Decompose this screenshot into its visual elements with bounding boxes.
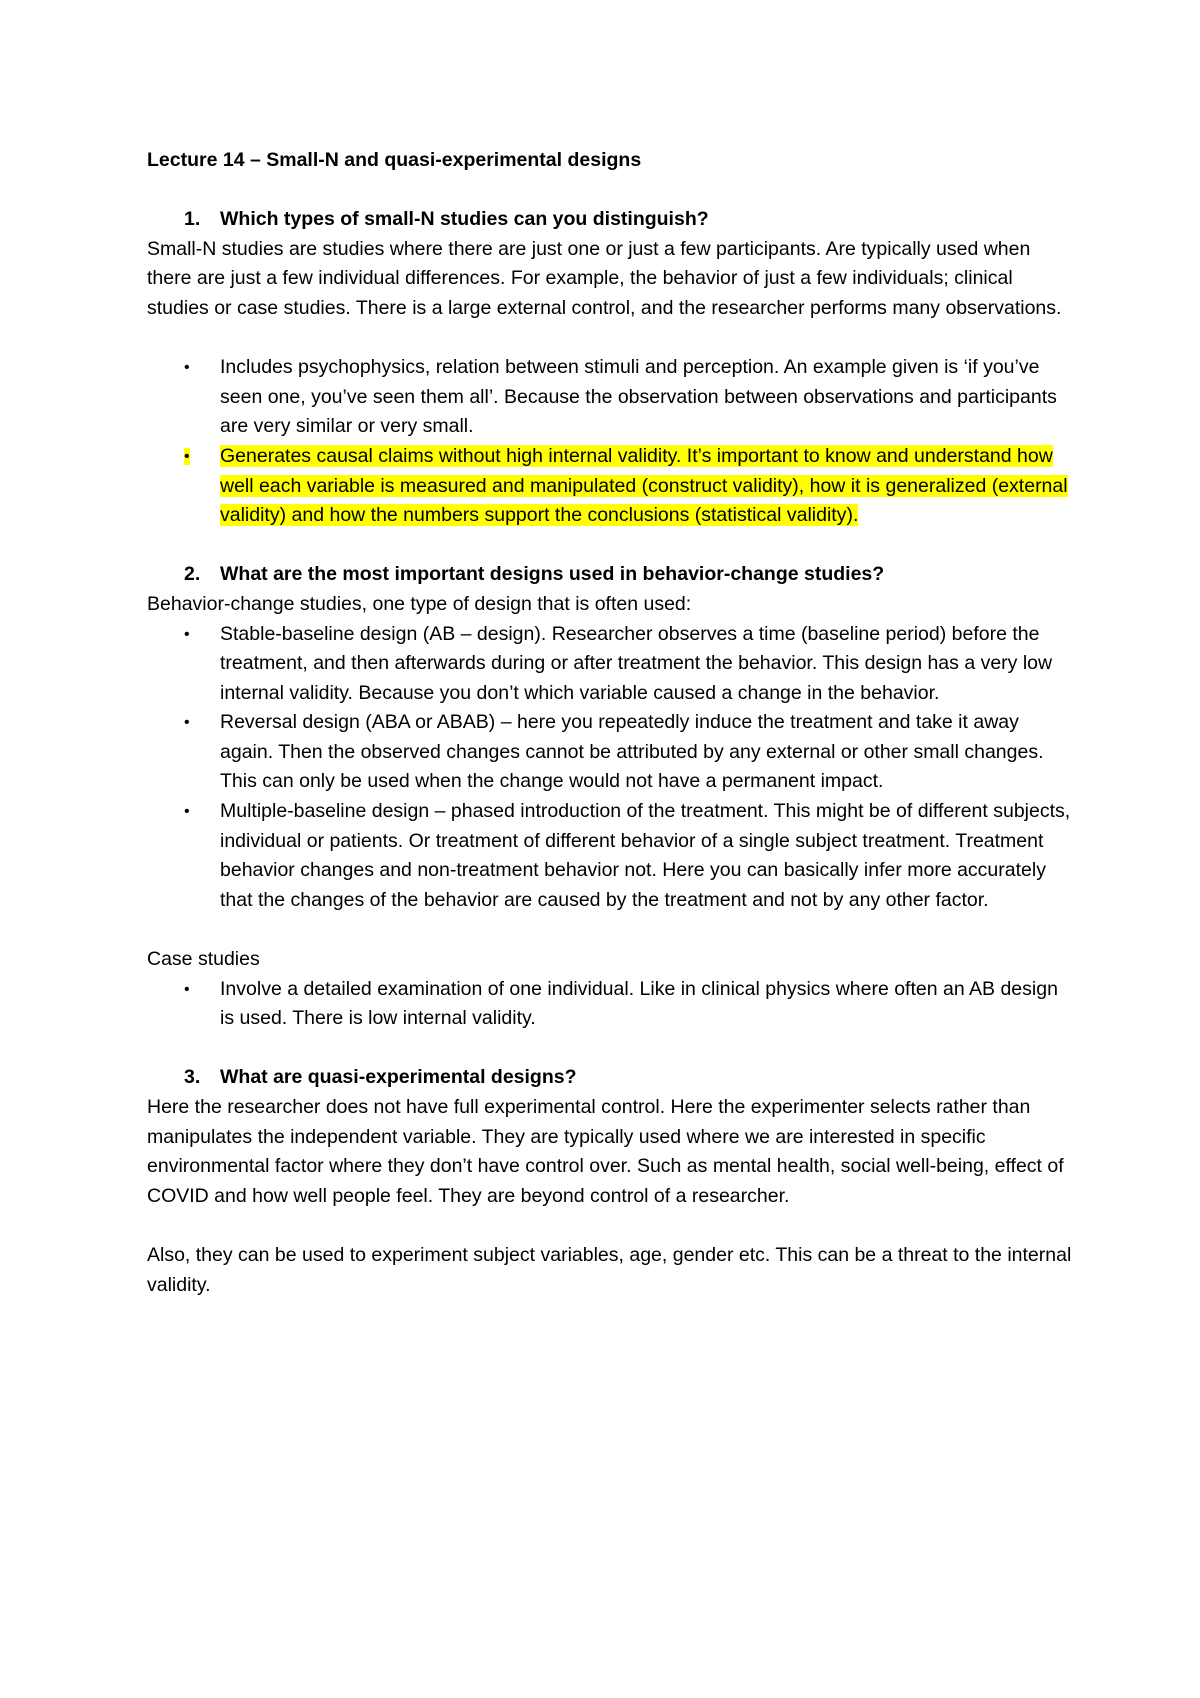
spacer [147, 1211, 1077, 1241]
bullet-icon: • [184, 980, 190, 998]
question-1-text: Which types of small-N studies can you distinguish? [220, 208, 709, 231]
question-2-text: What are the most important designs used in behavior-change studies? [220, 563, 885, 586]
case-studies-label: Case studies [147, 948, 260, 971]
spacer [147, 531, 1077, 561]
bullet-text: Multiple-baseline design – phased introduction of the treatment. This might be of different subjects, individual or patients. Or treatment of different behavior of a single subject treatment. Treatment behavior changes and non-treatment behavior not. Here you can basically infer more accurately that the changes of the behavior are caused by the treatment and not by any other factor. [220, 800, 1071, 911]
question-3-answer-continued: Also, they can be used to experiment subject variables, age, gender etc. This can be a threat to the internal validity. [147, 1243, 1072, 1296]
bullet-text: Includes psychophysics, relation between stimuli and perception. An example given is ‘if you’ve seen one, you’ve seen them all’. Because the observation between observations and participants are very similar or very small. [220, 356, 1057, 438]
spacer [147, 915, 1077, 945]
bullet-text [220, 442, 1077, 531]
bullet-text: Stable-baseline design (AB – design). Researcher observes a time (baseline period) before the treatment, and then afterwards during or after treatment the behavior. This design has a very low internal validity. Because you don’t which variable caused a change in the behavior. [220, 622, 1053, 704]
list-item [147, 708, 1077, 797]
bullet-icon: • [184, 625, 190, 643]
question-2-bullet-list [147, 620, 1077, 916]
bullet-icon: • [184, 447, 190, 465]
bullet-icon: • [184, 359, 190, 377]
document-page [147, 146, 1077, 1300]
question-1-number: 1. [184, 208, 201, 231]
case-studies-bullet-list [147, 975, 1077, 1034]
bullet-text: Involve a detailed examination of one individual. Like in clinical physics where often an AB design is used. There is low internal validity. [220, 977, 1058, 1030]
bullet-icon: • [184, 803, 190, 821]
spacer [147, 1034, 1077, 1064]
bullet-text: Reversal design (ABA or ABAB) – here you repeatedly induce the treatment and take it away again. Then the observed changes cannot be attributed by any external or other small changes. This can only be used when the change would not have a permanent impact. [220, 711, 1044, 793]
bullet-icon: • [184, 714, 190, 732]
question-1-bullet-list [147, 353, 1077, 531]
list-item [147, 620, 1077, 709]
question-2-number: 2. [184, 563, 201, 586]
question-3-number: 3. [184, 1066, 201, 1089]
list-item [147, 797, 1077, 915]
question-1-heading [147, 205, 1077, 235]
lecture-title: Lecture 14 – Small-N and quasi-experimental designs [147, 149, 642, 171]
question-3-heading [147, 1063, 1077, 1093]
list-item [147, 975, 1077, 1034]
list-item [147, 353, 1077, 442]
spacer [147, 176, 1077, 206]
question-1-answer: Small-N studies are studies where there are just one or just a few participants. Are typically used when there are just a few individual differences. For example, the behavior of just a few individuals; clinical studies or case studies. There is a large external control, and the researcher performs many observations. [147, 237, 1062, 319]
question-3-text: What are quasi-experimental designs? [220, 1066, 577, 1089]
question-2-heading [147, 560, 1077, 590]
question-2-intro: Behavior-change studies, one type of design that is often used: [147, 592, 692, 615]
list-item-highlighted [147, 442, 1077, 531]
spacer [147, 324, 1077, 354]
highlighted-text: Generates causal claims without high internal validity. It’s important to know and understand how well each variable is measured and manipulated (construct validity), how it is generalized (external validity) and how the numbers support the conclusions (statistical validity). [220, 444, 1068, 527]
question-3-answer: Here the researcher does not have full experimental control. Here the experimenter selects rather than manipulates the independent variable. They are typically used where we are interested in specific environmental factor where they don’t have control over. Such as mental health, social well-being, effect of COVID and how well people feel. They are beyond control of a researcher. [147, 1096, 1064, 1207]
